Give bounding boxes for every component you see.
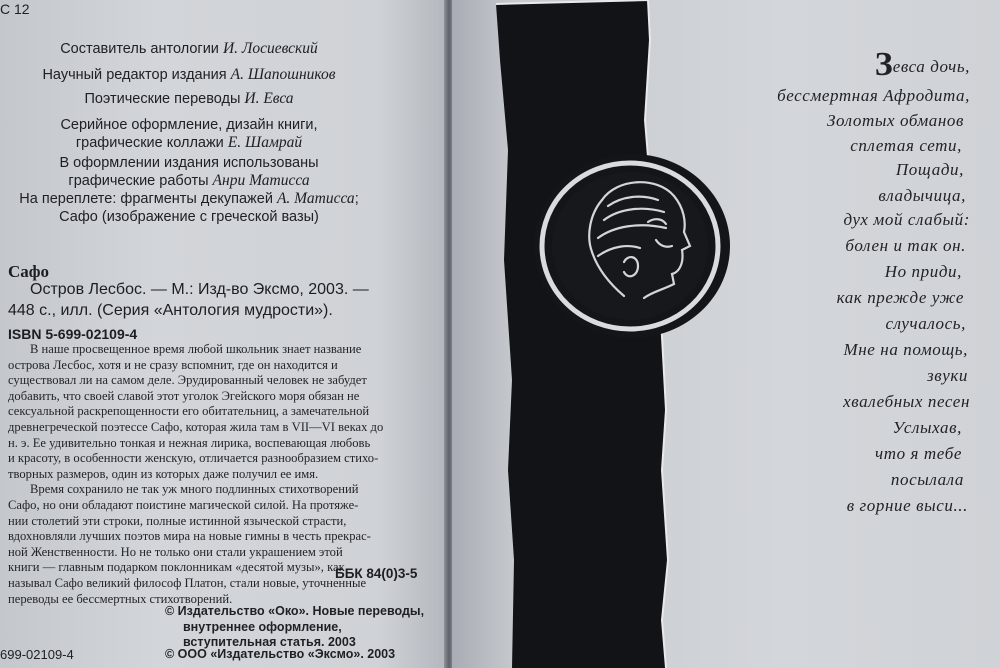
credit-design: Серийное оформление, дизайн книги, графические коллажи Е. Шамрай xyxy=(60,117,318,151)
left-page xyxy=(0,0,446,668)
copyright-oko: © Издательство «Око». Новые переводы, внутреннее оформление, вступительная статья. 2003 xyxy=(165,604,425,649)
page-header: С 12 xyxy=(0,1,30,17)
poem-first-line: Зевса дочь, xyxy=(874,46,970,83)
right-page xyxy=(452,0,1000,668)
author-name: Сафо xyxy=(8,262,50,281)
poem-line: что я тебе xyxy=(875,444,962,463)
poem-line: сплетая сети, xyxy=(850,136,962,155)
isbn: ISBN 5-699-02109-4 xyxy=(8,326,138,342)
isbn-footer: 699-02109-4 xyxy=(0,647,74,662)
poem-line: болен и так он. xyxy=(845,236,966,255)
credit-cover: На переплете: фрагменты декупажей А. Матисса; Сафо (изображение с греческой вазы) xyxy=(19,190,359,225)
poem-line: Но приди, xyxy=(884,262,962,281)
credit-editor: Научный редактор издания А. Шапошников xyxy=(42,66,336,83)
abstract: В наше просвещенное время любой школьник знает название острова Лесбос, хотя и не сразу вспомнит, где он находится и существовал ли на самом деле. Эрудированный человек не забудет добавить, что своей славой этот уголок Эгейского моря обязан не сексуальной раскрепощенности его обитательниц, а замечательной древнегреческой поэтессе Сафо, которая жила там в VII—VI веках до н. э. Ее удивительно тонкая и нежная лирика, воспевающая любовь и красоту, в особенности женскую, отличается разнообразием стихо- творных размеров, один из которых даже получил ее имя. Время сохранило не так уж много подлинных стихотворений Сафо, но они обладают поистине магической силой. На протяже- нии столетий эти строки, полные истинной языческой страсти, вдохновляли лучших поэтов мира на новые гимны в честь прекрас- ной Женственности. Но не только они стали украшением этой книги — главным подарком поклонникам «десятой музы», как называл Сафо великий философ Платон, стали новые, уточненные переводы ее бессмертных стихотворений. xyxy=(8,342,384,606)
poem-line: случалось, xyxy=(885,314,966,333)
poem-line: Пощади, xyxy=(895,160,964,179)
poem-line: бессмертная Афродита, xyxy=(777,86,970,105)
credit-translator: Поэтические переводы И. Евса xyxy=(84,90,294,107)
poem-line: как прежде уже xyxy=(836,288,964,307)
biblio-line-1: Остров Лесбос. — М.: Изд-во Эксмо, 2003. — xyxy=(30,281,369,298)
dropcap-letter: З xyxy=(874,46,893,83)
poem-line: хвалебных песен xyxy=(843,392,970,411)
copyright-eksmo: © ООО «Издательство «Эксмо». 2003 xyxy=(165,647,396,661)
poem-line: владычица, xyxy=(878,186,966,205)
poem-line: дух мой слабый: xyxy=(843,210,970,229)
poem-line: Услыхав, xyxy=(892,418,962,437)
poem-line: Золотых обманов xyxy=(826,111,964,130)
poem-line: посылала xyxy=(890,470,964,489)
poem-line: звуки xyxy=(926,366,968,385)
credit-matisse-works: В оформлении издания использованы графические работы Анри Матисса xyxy=(59,155,319,189)
biblio-line-2: 448 с., илл. (Серия «Антология мудрости»). xyxy=(8,302,333,319)
poem-line: Мне на помощь, xyxy=(843,340,968,359)
credit-compiler: Составитель антологии И. Лосиевский xyxy=(60,40,318,57)
poem-line: в горние выси... xyxy=(846,496,968,515)
bbk-code: ББК 84(0)3-5 xyxy=(335,566,418,581)
